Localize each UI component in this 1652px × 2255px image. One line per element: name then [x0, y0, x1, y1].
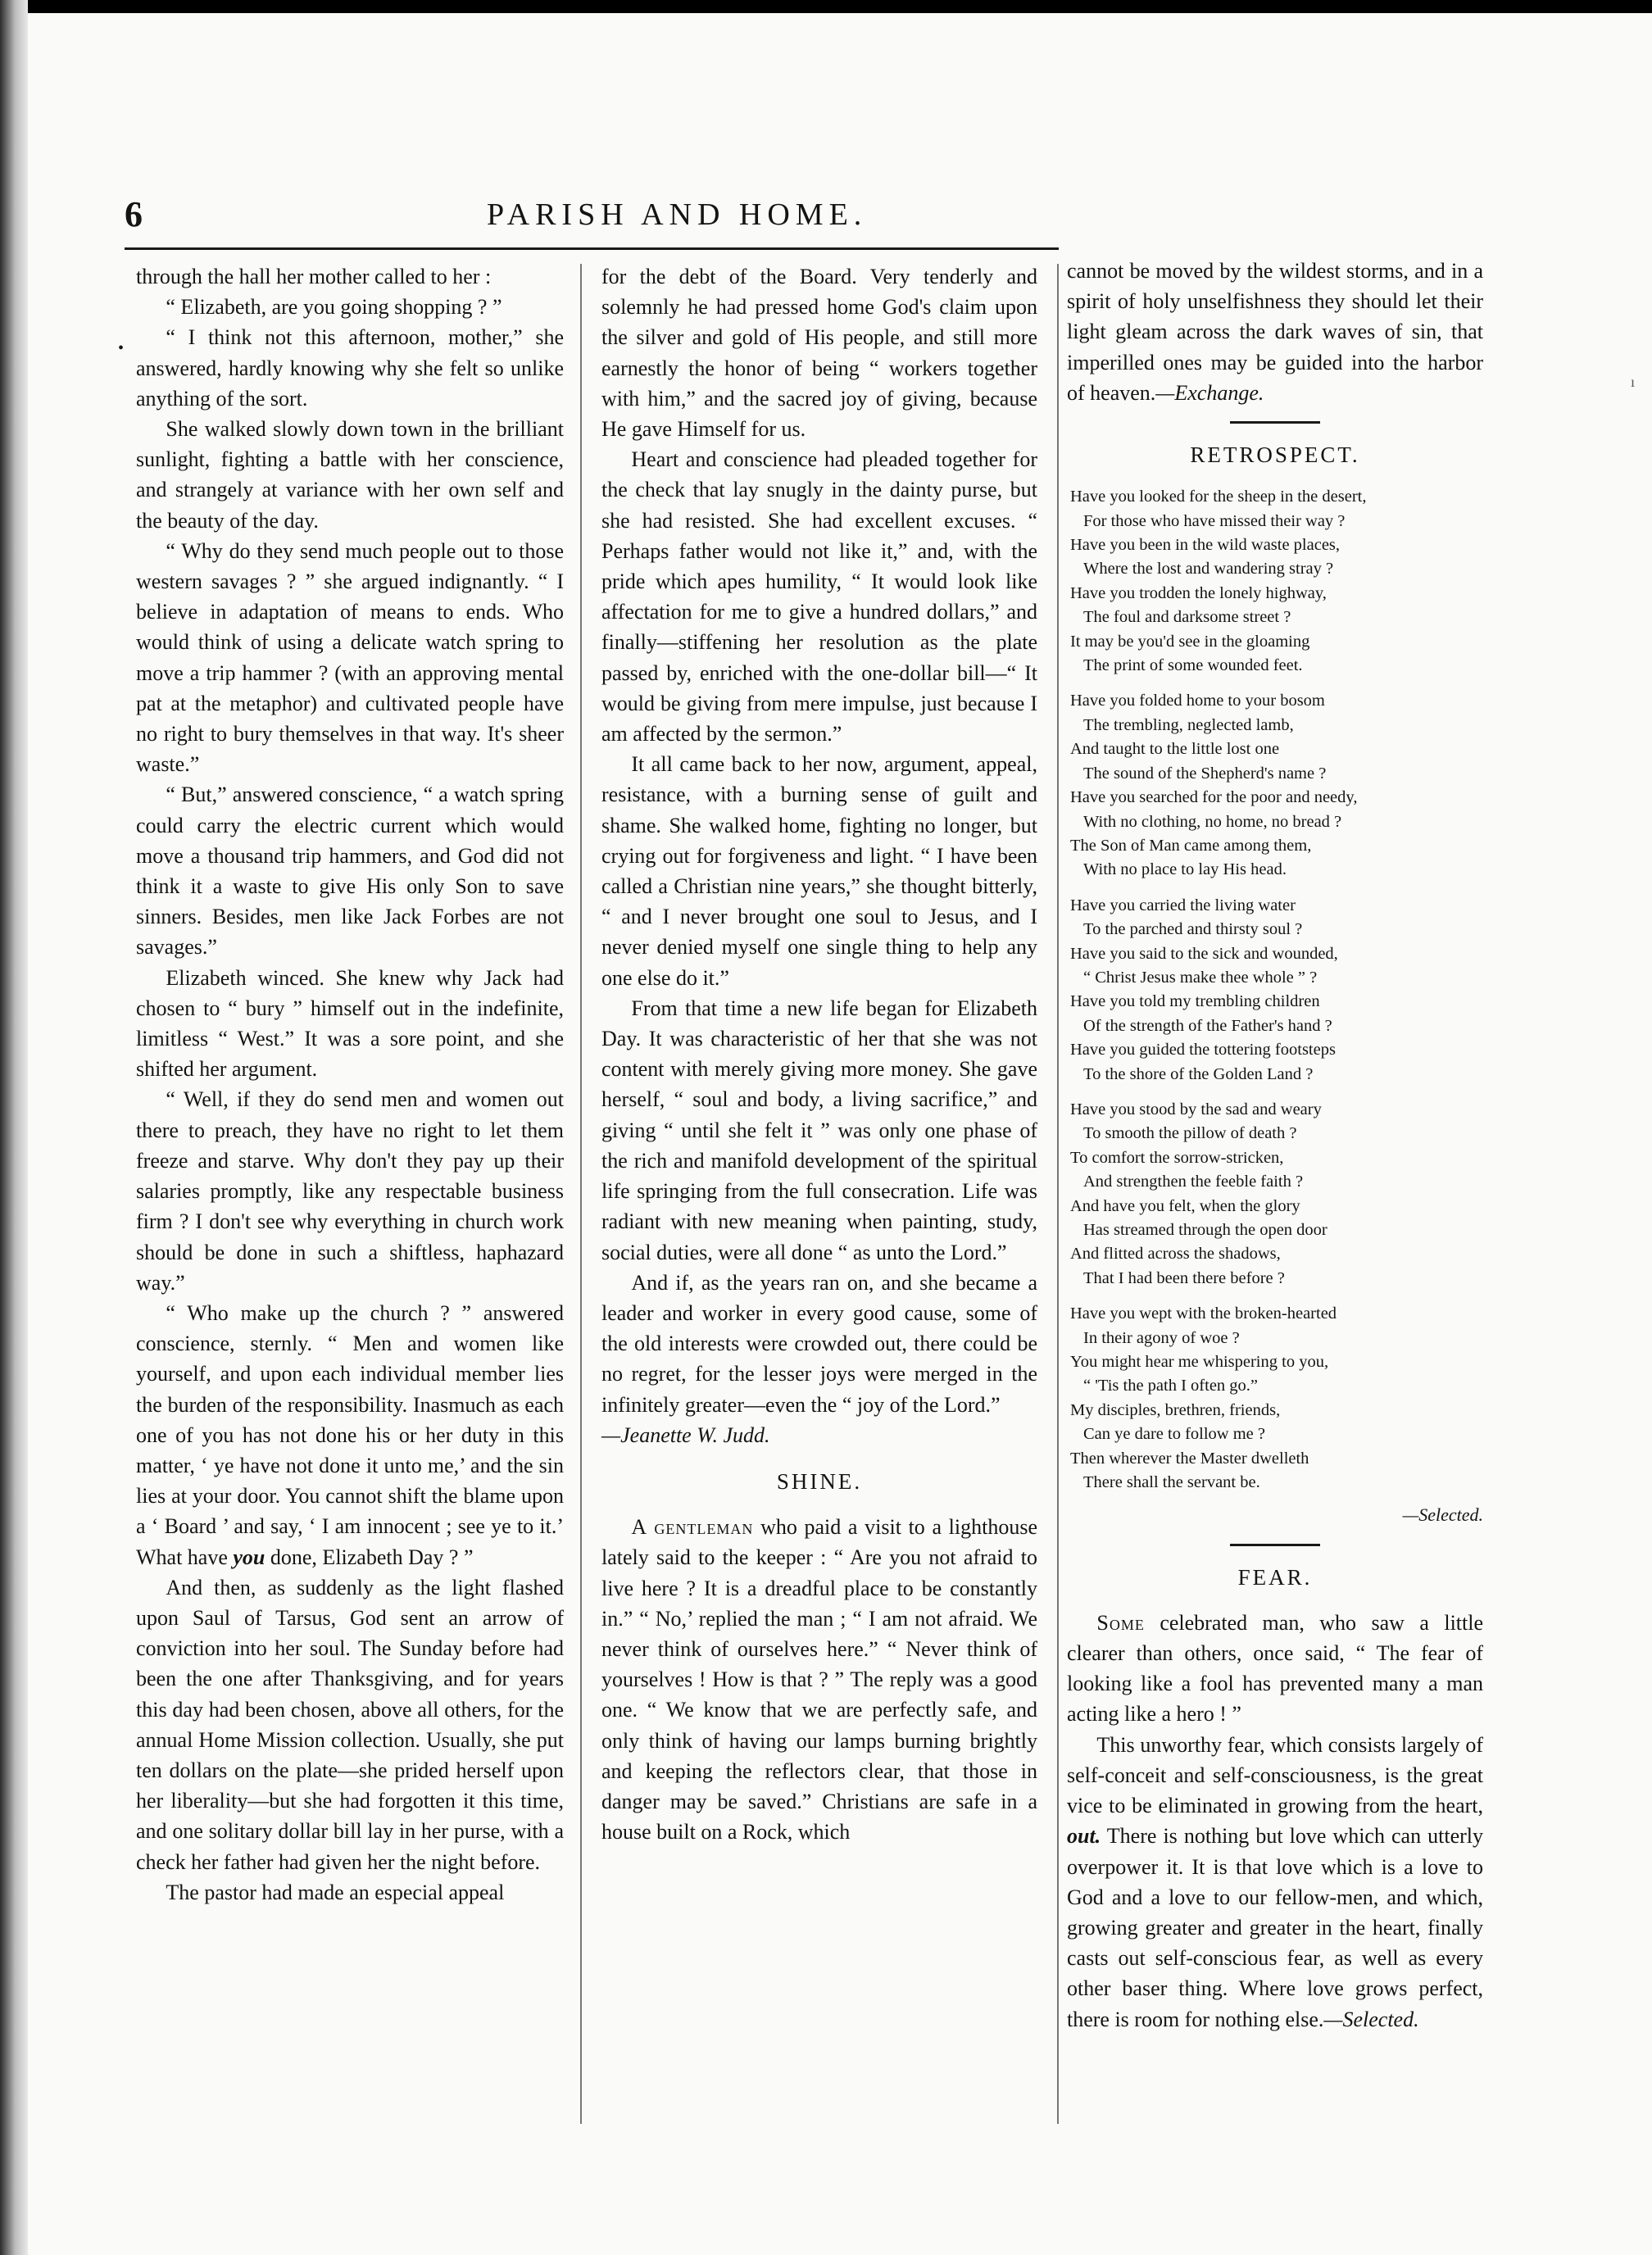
poem-line: Can ye dare to follow me ? [1083, 1425, 1266, 1444]
poem-line: To the parched and thirsty soul ? [1083, 920, 1303, 939]
poem-line: It may be you'd see in the gloaming [1070, 632, 1310, 651]
newspaper-page [28, 13, 1652, 2255]
poem-line: And have you felt, when the glory [1070, 1196, 1300, 1215]
paragraph: It all came back to her now, argument, appeal, resistance, with a burning sense of guilt and shame. She walked home, fighting no longer, but crying out for forgiveness and light. “ I have been called a Christian nine years,” she thought bitterly, “ and I never brought one soul to Jesus, and I never denied myself one single thing to help any one else do it.” [601, 752, 1037, 990]
poem-line: To comfort the sorrow-stricken, [1070, 1148, 1284, 1167]
lead-in: A gentleman [631, 1515, 754, 1540]
paragraph-text: who paid a visit to a lighthouse lately said to the keeper : “ Are you not afraid to live here ? It is a dreadful place to be constantly in.” “ No,’ replied the man ; “ I am not afraid. We never think of ourselves here.” “ Never think of yourselves ! How is that ? ” The reply was a good one. “ We know that we are perfectly safe, and only think of having our lamps burning brightly and keeping the reflectors clear, that those in danger may be saved.” Christians are safe in a house built on a Rock, which [601, 1515, 1038, 1844]
poem-line: The sound of the Shepherd's name ? [1083, 764, 1327, 783]
paragraph: And then, as suddenly as the light flashed upon Saul of Tarsus, God sent an arrow of conviction into her soul. The Sunday before had been the one after Thanksgiving, and for years this day had been chosen, above all others, for the annual Home Mission collection. Usually, she put ten dollars on the plate—she prided herself upon her liberality—but she had forgotten it this time, and one solitary dollar bill lay in her purse, with a check her father had given her the night before. [136, 1575, 564, 1874]
poem-line: And strengthen the feeble faith ? [1083, 1173, 1304, 1191]
paragraph: And if, as the years ran on, and she became a leader and worker in every good cause, some of the old interests were crowded out, there could be no regret, for the lesser joys were merged in the infinitely greater—even the “ joy of the Lord.” [601, 1270, 1037, 1417]
poem-line: Have you guided the tottering footsteps [1070, 1041, 1336, 1059]
paragraph: “ Well, if they do send men and women out there to preach, they have no right to let them freeze and starve. Why don't they pay up their salaries promptly, like any respectable business firm ? I don't see why everything in church work should be done in such a shiftless, haphazard way.” [136, 1087, 564, 1295]
paragraph [1067, 256, 1483, 408]
column-3 [1067, 256, 1483, 2035]
section-title-fear: FEAR. [1237, 1564, 1313, 1590]
emphasis: you [233, 1545, 266, 1569]
paragraph [601, 1512, 1037, 1847]
emphasis: out. [1067, 1824, 1101, 1849]
section-title-retrospect: RETROSPECT. [1190, 442, 1360, 468]
poem-line: Have you folded home to your bosom [1070, 692, 1325, 710]
poem-line: Has streamed through the open door [1083, 1221, 1328, 1239]
paragraph: through the hall her mother called to her : [136, 265, 492, 288]
poem-line: Then wherever the Master dwelleth [1070, 1449, 1309, 1468]
poem-line: You might hear me whispering to you, [1070, 1353, 1329, 1372]
poem-line: My disciples, brethren, friends, [1070, 1400, 1281, 1419]
poem-retrospect [1067, 485, 1483, 1495]
paragraph: From that time a new life began for Elizabeth Day. It was characteristic of her that she was not content with merely giving more money. She gave herself, “ soul and body, a living sacrifice,” and giving “ until she felt it ” was only one phase of the rich and manifold development of the spiritual life springing from the full consecration. Life was radiant with new meaning when painting, study, social duties, were all done “ as unto the Lord.” [601, 996, 1037, 1264]
paragraph [136, 1298, 564, 1572]
poem-line: Have you searched for the poor and needy, [1070, 788, 1358, 807]
stanza-break [1070, 1291, 1483, 1302]
paragraph-text: This unworthy fear, which consists largely of self-conceit and self-consciousness, is the great vice to be eliminated in growing from the heart, [1067, 1732, 1483, 1818]
poem-line: For those who have missed their way ? [1083, 511, 1346, 530]
poem-line: And flitted across the shadows, [1070, 1245, 1281, 1264]
poem-line: There shall the servant be. [1083, 1473, 1260, 1492]
margin-mark: • [118, 339, 125, 357]
poem-line: Have you said to the sick and wounded, [1070, 944, 1338, 963]
paragraph-text: “ Who make up the church ? ” answered conscience, sternly. “ Men and women like yourself, and upon each individual member lies the burden of the responsibility. Inasmuch as each one of you has not done his or her duty in this matter, ‘ ye have not done it unto me,’ and the sin lies at your door. You cannot shift the blame upon a ‘ Board ’ and say, ‘ I am innocent ; see ye to it.’ What have [136, 1300, 564, 1569]
poem-line: To the shore of the Golden Land ? [1083, 1064, 1314, 1083]
paragraph: for the debt of the Board. Very tenderly and solemnly he had pressed home God's claim upon the silver and gold of His people, and still more earnestly the honor of being “ workers together with him,” and the sacred joy of giving, because He gave Himself for us. [601, 265, 1037, 442]
credit: —Exchange. [1155, 380, 1264, 405]
stanza-break [1070, 882, 1483, 894]
poem-line: “ Christ Jesus make thee whole ” ? [1083, 968, 1318, 987]
section-rule [1230, 421, 1320, 424]
poem-line: Have you wept with the broken-hearted [1070, 1304, 1337, 1323]
poem-line: The Son of Man came among them, [1070, 836, 1312, 855]
paragraph: “ I think not this afternoon, mother,” she answered, hardly knowing why she felt so unlike anything of the sort. [136, 325, 564, 411]
paragraph [1067, 1608, 1483, 1730]
paragraph [1067, 1730, 1483, 2035]
poem-line: That I had been there before ? [1083, 1268, 1285, 1287]
stanza-break [1070, 1087, 1483, 1098]
paragraph: Heart and conscience had pleaded together for the check that lay snugly in the dainty purse, but she had resisted. She had excellent excuses. “ Perhaps father would not like it,” and, with the pride which apes humility, “ It would look like affectation for me to give a hundred dollars,” and finally—stiffening her resolution as the plate passed by, enriched with the one-dollar bill—“ It would be giving from mere impulse, just because I am affected by the sermon.” [601, 447, 1037, 746]
paragraph: The pastor had made an especial appeal [166, 1880, 505, 1904]
poem-line: Have you been in the wild waste places, [1070, 536, 1341, 555]
poem-line: Have you stood by the sad and weary [1070, 1100, 1322, 1118]
poem-line: Have you looked for the sheep in the desert, [1070, 488, 1367, 506]
poem-line: Have you told my trembling children [1070, 992, 1320, 1011]
column-rule-1 [580, 264, 582, 2124]
poem-credit: —Selected. [1402, 1504, 1483, 1526]
paragraph: “ Elizabeth, are you going shopping ? ” [166, 295, 502, 320]
poem-line: Where the lost and wandering stray ? [1083, 560, 1334, 578]
poem-line: And taught to the little lost one [1070, 740, 1280, 759]
stray-mark: ı [1631, 374, 1636, 390]
column-2 [601, 261, 1037, 1847]
running-head: PARISH AND HOME. [487, 197, 868, 232]
header-rule [125, 247, 1059, 250]
paragraph: Elizabeth winced. She knew why Jack had chosen to “ bury ” himself out in the indefinite, limitless “ West.” It was a sore point, and she shifted her argument. [136, 965, 564, 1082]
stanza-break [1070, 678, 1483, 689]
page-binding-edge [0, 0, 28, 2255]
paragraph: “ Why do they send much people out to those western savages ? ” she argued indignantly. “ I believe in adaptation of means to ends. Who would think of using a delicate watch spring to move a trip hammer ? (with an approving mental pat at the metaphor) and cultivated people have no right to bury themselves in that way. It's sheer waste.” [136, 538, 564, 777]
section-rule [1230, 1544, 1320, 1546]
paragraph-text: There is nothing but love which can utterly overpower it. It is that love which is a love to God and a love to our fellow-men, and which, growing greater and greater in the heart, finally casts out self-conscious fear, as well as every other baser thing. Where love grows perfect, there is room for nothing else. [1067, 1824, 1484, 2031]
scan-border [0, 0, 1652, 13]
poem-line: The trembling, neglected lamb, [1083, 715, 1294, 734]
poem-line: The print of some wounded feet. [1083, 656, 1303, 675]
paragraph-text: celebrated man, who saw a little clearer than others, once said, “ The fear of looking like a fool has prevented many a man acting like a hero ! ” [1067, 1610, 1484, 1726]
lead-in: Some [1096, 1610, 1145, 1635]
poem-line: With no clothing, no home, no bread ? [1083, 812, 1342, 831]
poem-line: To smooth the pillow of death ? [1083, 1124, 1297, 1143]
author-attribution: —Jeanette W. Judd. [601, 1422, 770, 1447]
paragraph-text: done, Elizabeth Day ? ” [270, 1545, 474, 1569]
poem-line: Have you carried the living water [1070, 896, 1296, 914]
poem-line: “ 'Tis the path I often go.” [1083, 1377, 1259, 1395]
poem-line: In their agony of woe ? [1083, 1328, 1240, 1347]
paragraph-text: cannot be moved by the wildest storms, and in a spirit of holy unselfishness they should let their light gleam across the dark waves of sin, that imperilled ones may be guided into the harbor of heaven. [1067, 259, 1483, 405]
paragraph: She walked slowly down town in the brilliant sunlight, fighting a battle with her conscience, and strangely at variance with her own self and the beauty of the day. [136, 417, 564, 533]
paragraph: “ But,” answered conscience, “ a watch spring could carry the electric current which would move a thousand trip hammers, and God did not think it a waste to give His only Son to save sinners. Besides, men like Jack Forbes are not savages.” [136, 783, 564, 960]
poem-line: The foul and darksome street ? [1083, 608, 1291, 627]
page-number: 6 [125, 194, 143, 234]
credit: —Selected. [1323, 2007, 1419, 2031]
poem-line: Have you trodden the lonely highway, [1070, 583, 1327, 602]
column-rule-2 [1057, 264, 1059, 2124]
poem-line: Of the strength of the Father's hand ? [1083, 1016, 1332, 1035]
poem-line: With no place to lay His head. [1083, 860, 1287, 879]
column-1 [136, 261, 564, 1908]
section-title-shine: SHINE. [776, 1468, 863, 1494]
